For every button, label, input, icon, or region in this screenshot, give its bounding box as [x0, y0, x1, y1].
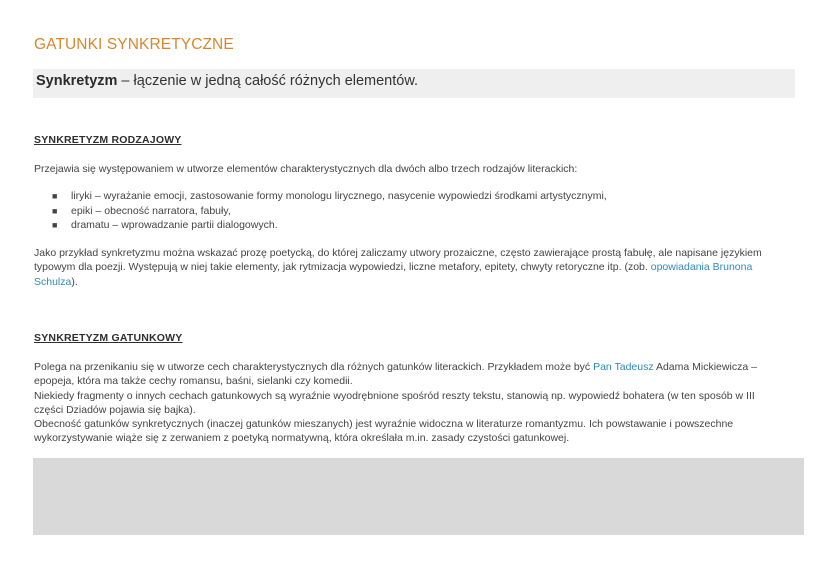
schulz-link[interactable]: opowiadania Brunona	[650, 261, 753, 274]
section2-paragraphs	[34, 360, 794, 446]
section1-paragraph	[34, 246, 794, 289]
bullet-text: epiki – obecność narratora, fabuły,	[71, 204, 231, 217]
bullet-icon: ■	[52, 220, 58, 230]
paragraph-line	[34, 275, 794, 289]
definition-rest: – łączenie w jedną całość różnych elementów.	[117, 73, 419, 89]
section-heading-gatunkowy: SYNKRETYZM GATUNKOWY	[34, 332, 183, 344]
content-placeholder-box	[33, 458, 804, 535]
bullet-text: dramatu – wprowadzanie partii dialogowych.	[71, 219, 278, 231]
paragraph-text: typowym dla poezji. Występują w niej takie elementy, jak rytmizacja wypowiedzi, liczne metafory, epitety, chwyty retoryczne itp. (zob.	[34, 261, 651, 274]
section-heading-rodzajowy: SYNKRETYZM RODZAJOWY	[34, 134, 182, 146]
paragraph-line: epopeja, która ma także cechy romansu, baśni, sielanki czy komedii.	[34, 375, 353, 388]
page-title: GATUNKI SYNKRETYCZNE	[34, 36, 234, 53]
list-item	[34, 204, 607, 219]
paragraph-line	[34, 260, 794, 274]
paragraph-text: Adama Mickiewicza –	[653, 361, 757, 373]
section1-intro: Przejawia się występowaniem w utworze elementów charakterystycznych dla dwóch albo trzech rodzajów literackich:	[34, 163, 578, 175]
paragraph-text: ).	[71, 275, 78, 288]
paragraph-line	[34, 360, 794, 374]
bullet-icon: ■	[52, 205, 58, 216]
list-item	[34, 218, 607, 233]
genre-bullet-list	[34, 189, 607, 233]
paragraph-line: części Dziadów pojawia się bajka).	[34, 403, 196, 416]
paragraph-text: Polega na przenikaniu się w utworze cech charakterystycznych dla różnych gatunków literackich. Przykładem może być	[34, 361, 594, 373]
paragraph-line: wykorzystywanie wiąże się z zerwaniem z poetyką normatywną, która określała m.in. zasady czystości gatunkowej.	[34, 432, 570, 445]
bullet-icon: ■	[52, 191, 58, 201]
list-item	[34, 189, 607, 204]
definition-box	[33, 69, 795, 98]
paragraph-line: Obecność gatunków synkretycznych (inaczej gatunków mieszanych) jest wyraźnie widoczna w literaturze romantyzmu. Ich powstawanie i powszechne	[34, 418, 734, 431]
definition-text	[36, 73, 418, 89]
schulz-link-continued[interactable]: Schulza	[34, 275, 72, 288]
pan-tadeusz-link[interactable]: Pan Tadeusz	[593, 361, 654, 373]
paragraph-line: Jako przykład synkretyzmu można wskazać prozę poetycką, do której zaliczamy utwory prozaiczne, często zawierające prostą fabułę, ale napisane językiem	[34, 247, 762, 259]
paragraph-line: Niekiedy fragmenty o innych cechach gatunkowych są wyraźnie wyodrębnione spośród reszty tekstu, stanowią np. wypowiedź bohatera (w ten sposób w III	[34, 389, 755, 402]
definition-term: Synkretyzm	[36, 73, 118, 89]
bullet-text: liryki – wyrażanie emocji, zastosowanie formy monologu lirycznego, nasycenie wypowiedzi środkami artystycznymi,	[71, 190, 607, 202]
